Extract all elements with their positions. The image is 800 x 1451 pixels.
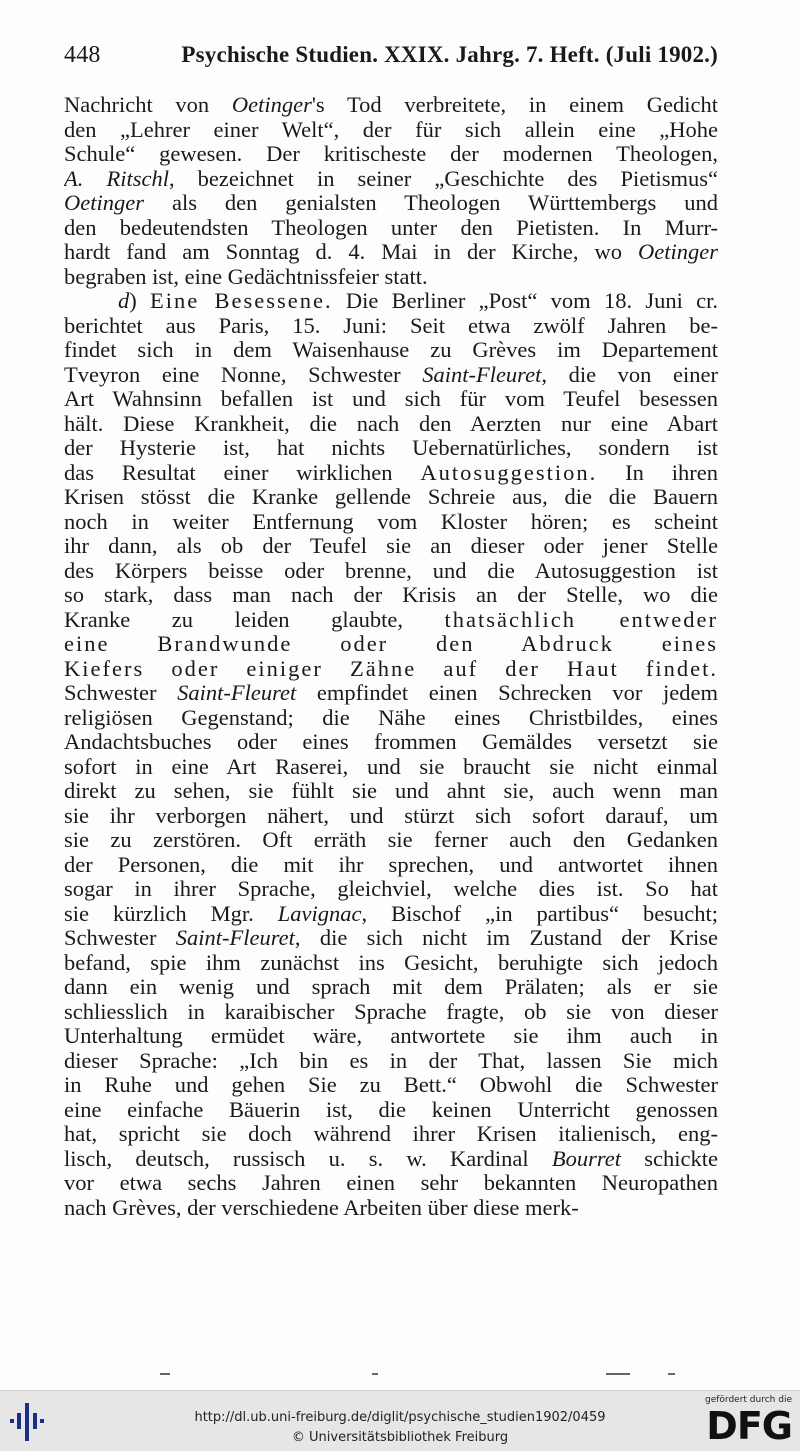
text-run: , bezeichnet in seiner „Geschichte des Pietismus“	[168, 166, 718, 191]
text-run: das Resultat einer wirklichen	[64, 460, 421, 485]
text-line	[64, 583, 718, 608]
text-line	[64, 1147, 718, 1172]
text-run: Schwester	[64, 681, 178, 705]
text-run: sogar in ihrer Sprache, gleichviel, welche dies ist. So hat	[64, 877, 718, 901]
text-run: Autosuggestion.	[420, 460, 598, 485]
text-run: Kiefers oder einiger Zähne auf der Haut findet.	[64, 656, 718, 681]
text-line	[64, 1024, 718, 1049]
text-line	[64, 534, 718, 559]
text-run: Nachricht von	[64, 93, 232, 117]
text-run: Saint-Fleuret	[175, 926, 295, 950]
text-run: , Bischof „in partibus“ besucht;	[361, 901, 718, 926]
text-run: dieser Sprache: „Ich bin es in der That, lassen Sie mich	[64, 1048, 718, 1073]
text-line	[64, 1196, 718, 1221]
text-line	[64, 657, 718, 682]
text-run: sofort in eine Art Raserei, und sie braucht sie nicht einmal	[64, 754, 718, 779]
text-run: In ihren	[597, 460, 718, 485]
text-run: Saint-Fleuret	[422, 362, 542, 387]
text-line	[64, 632, 718, 657]
text-run: den bedeutendsten Theologen unter den Pietisten. In Murr-	[64, 215, 718, 240]
text-line	[64, 608, 718, 633]
text-line	[64, 706, 718, 731]
text-line	[64, 730, 718, 755]
text-line	[64, 216, 718, 241]
text-line	[64, 167, 718, 192]
text-run: Art Wahnsinn befallen ist und sich für vom Teufel besessen	[64, 387, 718, 411]
text-run: direkt zu sehen, sie fühlt sie und ahnt sie, auch wenn man	[64, 779, 718, 803]
text-run: so stark, dass man nach der Krisis an der Stelle, wo die	[64, 583, 718, 607]
text-run: Tveyron eine Nonne, Schwester	[64, 362, 423, 387]
dfg-logo-icon	[706, 1395, 792, 1449]
running-header	[64, 42, 718, 69]
text-run: dann ein wenig und sprach mit dem Prälaten; als er sie	[64, 975, 718, 999]
text-line	[64, 951, 718, 976]
text-run: befand, spie ihm zunächst ins Gesicht, beruhigte sich jedoch	[64, 950, 718, 975]
text-line	[64, 1098, 718, 1123]
text-line	[64, 755, 718, 780]
text-run: als den genialsten Theologen Württembergs und	[143, 191, 718, 215]
text-run: )	[129, 289, 151, 313]
text-run: empfindet einen Schrecken vor jedem	[296, 681, 718, 705]
text-run: Bourret	[551, 1146, 622, 1171]
text-run: , die von einer	[541, 362, 718, 387]
text-line	[64, 1122, 718, 1147]
text-line	[64, 436, 718, 461]
text-line	[64, 363, 718, 388]
text-line	[64, 412, 718, 437]
text-line	[64, 289, 718, 314]
text-line	[64, 779, 718, 804]
text-run: Oetinger	[64, 191, 144, 215]
text-run: hält. Diese Krankheit, die nach den Aerzten nur eine Abart	[64, 411, 718, 436]
text-run: Saint-Fleuret	[177, 681, 297, 705]
text-line	[64, 1171, 718, 1196]
text-run: noch in weiter Entfernung vom Kloster hören; es scheint	[64, 509, 718, 534]
dfg-caption: gefördert durch die	[705, 1395, 792, 1405]
text-line	[64, 853, 718, 878]
text-run: Schule“ gewesen. Der kritischeste der modernen Theologen,	[64, 142, 718, 166]
text-run: A. Ritschl	[64, 166, 169, 191]
text-run: vor etwa sechs Jahren einen sehr bekannten Neuropathen	[64, 1171, 718, 1195]
text-run: Unterhaltung ermüdet wäre, antwortete sie ihm auch in	[64, 1024, 718, 1048]
text-line	[64, 142, 718, 167]
text-line	[64, 559, 718, 584]
body-text	[64, 93, 718, 1220]
text-line	[64, 338, 718, 363]
text-run: 's Tod verbreitete, in einem Gedicht	[311, 93, 718, 117]
text-run: Eine Besessene.	[150, 289, 333, 313]
text-line	[64, 902, 718, 927]
text-run: eine einfache Bäuerin ist, die keinen Unterricht genossen	[64, 1097, 718, 1122]
text-run: religiösen Gegenstand; die Nähe eines Christbildes, eines	[64, 705, 718, 730]
text-run: , die sich nicht im Zustand der Krise	[294, 926, 718, 950]
text-run: d	[118, 289, 130, 313]
text-run: sie zu zerstören. Oft erräth sie ferner auch den Gedanken	[64, 828, 718, 852]
text-line	[64, 93, 718, 118]
text-line	[64, 1000, 718, 1025]
text-line	[64, 877, 718, 902]
text-line	[64, 1049, 718, 1074]
text-run: Schwester	[64, 926, 176, 950]
text-run: des Körpers beisse oder brenne, und die Autosuggestion ist	[64, 558, 718, 583]
text-line	[64, 240, 718, 265]
text-run: Andachtsbuches oder eines frommen Gemäldes versetzt sie	[64, 730, 718, 754]
text-line	[64, 461, 718, 486]
dfg-logo-text: DFG	[706, 1404, 792, 1448]
text-run: Krisen stösst die Kranke gellende Schreie aus, die die Bauern	[64, 485, 718, 509]
scan-margin-marks	[0, 1373, 800, 1379]
text-run: hat, spricht sie doch während ihrer Krisen italienisch, eng-	[64, 1122, 718, 1146]
text-run: sie ihr verborgen nähert, und stürzt sich sofort darauf, um	[64, 803, 718, 828]
text-line	[64, 1073, 718, 1098]
text-line	[64, 314, 718, 339]
text-run: schickte	[621, 1146, 718, 1171]
text-run: berichtet aus Paris, 15. Juni: Seit etwa zwölf Jahren be-	[64, 313, 718, 338]
text-line	[64, 265, 718, 290]
text-run: in Ruhe und gehen Sie zu Bett.“ Obwohl die Schwester	[64, 1073, 718, 1097]
text-run: sie kürzlich Mgr.	[64, 901, 278, 926]
text-line	[64, 485, 718, 510]
text-run: Oetinger	[638, 240, 718, 264]
text-run: Die Berliner „Post“ vom 18. Juni cr.	[332, 289, 718, 313]
text-run: schliesslich in karaibischer Sprache fragte, ob sie von dieser	[64, 999, 718, 1024]
text-run: eine Brandwunde oder den Abdruck eines	[64, 632, 718, 656]
text-line	[64, 828, 718, 853]
text-line	[64, 387, 718, 412]
text-run: den „Lehrer einer Welt“, der für sich allein eine „Hohe	[64, 117, 718, 142]
running-title: Psychische Studien. XXIX. Jahrg. 7. Heft. (Juli 1902.)	[181, 42, 718, 67]
footer-bar	[0, 1390, 800, 1451]
text-run: lisch, deutsch, russisch u. s. w. Kardinal	[64, 1146, 552, 1171]
text-line	[64, 510, 718, 535]
text-run: hardt fand am Sonntag d. 4. Mai in der Kirche, wo	[64, 240, 639, 264]
text-line	[64, 118, 718, 143]
text-line	[64, 804, 718, 829]
text-run: findet sich in dem Waisenhause zu Grèves im Departement	[64, 338, 718, 362]
text-line	[64, 975, 718, 1000]
text-line	[64, 926, 718, 951]
source-url-link[interactable]: http://dl.ub.uni-freiburg.de/diglit/psychische_studien1902/0459	[194, 1410, 606, 1425]
text-run: der Personen, die mit ihr sprechen, und antwortet ihnen	[64, 852, 718, 877]
text-line	[64, 681, 718, 706]
text-run: der Hysterie ist, hat nichts Uebernatürliches, sondern ist	[64, 436, 718, 460]
page-number: 448	[64, 42, 101, 68]
text-run: Oetinger	[231, 93, 312, 117]
text-run: Kranke zu leiden glaubte,	[64, 607, 445, 632]
text-run: Lavignac	[277, 901, 362, 926]
text-run: ihr dann, als ob der Teufel sie an dieser oder jener Stelle	[64, 534, 718, 558]
text-run: begraben ist, eine Gedächtnissfeier statt.	[64, 264, 428, 289]
text-run: nach Grèves, der verschiedene Arbeiten über diese merk-	[64, 1195, 579, 1220]
copyright-text: © Universitätsbibliothek Freiburg	[291, 1430, 509, 1445]
text-run: thatsächlich entweder	[444, 607, 718, 632]
text-line	[64, 191, 718, 216]
